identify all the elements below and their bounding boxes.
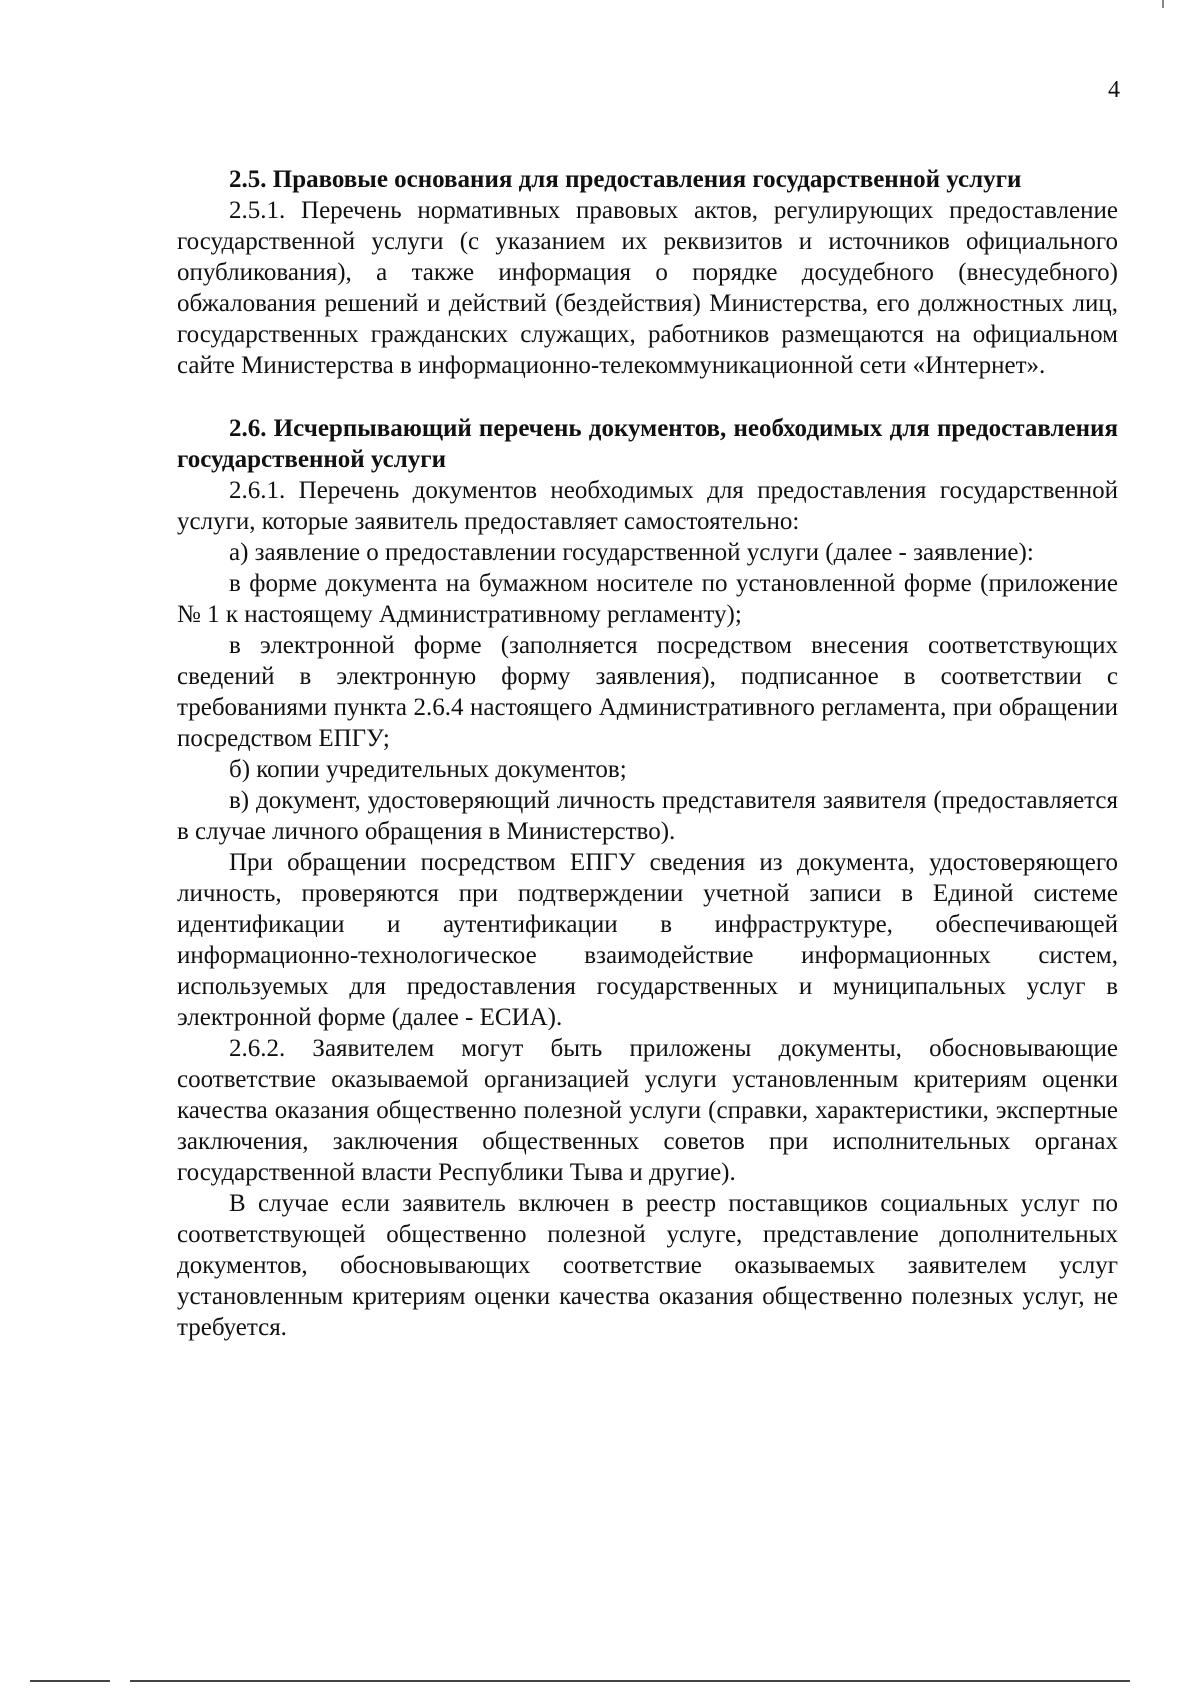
paragraph-registry: В случае если заявитель включен в реестр поставщиков социальных услуг по соответствующей общественно полезной услуге, представление дополнительных документов, обосновывающих соответствие оказываемых заявителем услуг установленным критериям оценки качества оказания общественно полезных услуг, не требуется. <box>177 1190 1118 1341</box>
section-2-5-heading: 2.5. Правовые основания для предоставления государственной услуги <box>229 166 1022 193</box>
paragraph-2-6-2: 2.6.2. Заявителем могут быть приложены документы, обосновывающие соответствие оказываемой организацией услуги установленным критериям оценки качества оказания общественно полезной услуги (справки, характеристики, экспертные заключения, заключения общественных советов при исполнительных органах государственной власти Республики Тыва и другие). <box>177 1035 1118 1186</box>
paragraph-epgu-esia: При обращении посредством ЕПГУ сведения из документа, удостоверяющего личность, проверяются при подтверждении учетной записи в Единой системе идентификации и аутентификации в инфраструктуре, обеспечивающей информационно-технологическое взаимодействие информационных систем, используемых для предоставления государственных и муниципальных услуг в электронной форме (далее - ЕСИА). <box>177 849 1118 1031</box>
document-body <box>177 164 1118 1343</box>
list-item-v: в) документ, удостоверяющий личность представителя заявителя (предоставляется в случае личного обращения в Министерство). <box>177 787 1118 845</box>
paragraph-2-5-1: 2.5.1. Перечень нормативных правовых актов, регулирующих предоставление государственной услуги (с указанием их реквизитов и источников официального опубликования), а также информация о порядке досудебного (внесудебного) обжалования решений и действий (бездействия) Министерства, его должностных лиц, государственных гражданских служащих, работников размещаются на официальном сайте Министерства в информационно-телекоммуникационной сети «Интернет». <box>177 197 1118 379</box>
paragraph-paper-form: в форме документа на бумажном носителе по установленной форме (приложение № 1 к настоящему Административному регламенту); <box>177 570 1118 628</box>
section-2-6-heading: 2.6. Исчерпывающий перечень документов, необходимых для предоставления государственной услуги <box>177 415 1118 473</box>
scan-edge-mark <box>1162 0 1164 8</box>
page-number: 4 <box>1108 77 1120 103</box>
paragraph-electronic-form: в электронной форме (заполняется посредством внесения соответствующих сведений в электронную форму заявления), подписанное в соответствии с требованиями пункта 2.6.4 настоящего Административного регламента, при обращении посредством ЕПГУ; <box>177 632 1118 752</box>
list-item-a: а) заявление о предоставлении государственной услуги (далее - заявление): <box>229 539 1034 566</box>
paragraph-2-6-1: 2.6.1. Перечень документов необходимых для предоставления государственной услуги, которые заявитель предоставляет самостоятельно: <box>177 477 1118 535</box>
scan-bottom-rule-left <box>30 1680 110 1682</box>
scan-bottom-rule <box>130 1680 1130 1682</box>
list-item-b: б) копии учредительных документов; <box>229 756 627 783</box>
